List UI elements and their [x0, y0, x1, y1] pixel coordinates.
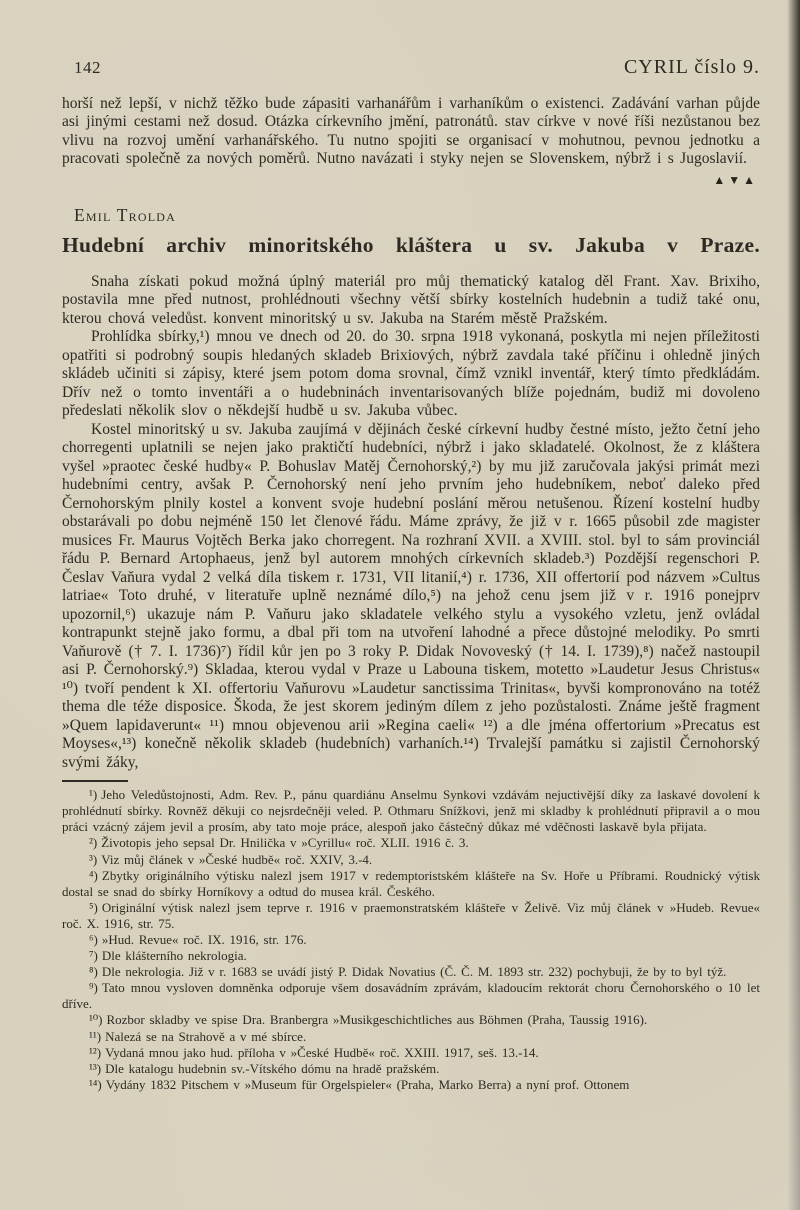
footnote-item [62, 852, 760, 868]
article-title: Hudební archiv minoritského kláštera u sv. Jakuba v Praze. [62, 232, 760, 257]
footnote-item [62, 948, 760, 964]
footnote-item [62, 787, 760, 835]
footnote-marker: ³) [89, 851, 98, 867]
article-paragraph: Kostel minoritský u sv. Jakuba zaujímá v dějinách české církevní hudby čestné místo, ježto četní jeho chorregenti uplatnili se nejen jako praktičtí hudebníci, nýbrž i jako skladatelé. Okolnost, že z kláštera vyšel »praotec české hudby« P. Bohuslav Matěj Černohorský,²) by mu již zaručovala jakýsi primát mezi hudebními centry, avšak P. Černohorský není jeho prvním jeho hudebníkem, neboť daleko před Černohorským plnily kostel a konvent svoje hudební poslání měrou netušenou. Řízení kostelní hudby obstarávali po dobu nejméně 150 let členové řádu. Máme zprávy, že již v r. 1665 působil zde magister musices Fr. Maurus Vojtěch Berka jako chorregent. Na rozhraní XVII. a XVIII. stol. byl to sám provinciál řádu P. Bernard Artophaeus, jenž byl autorem mnohých církevních skladeb.³) Pozdější regenschori P. Česlav Vaňura vydal 2 velká díla tiskem r. 1731, VII litanií,⁴) r. 1736, XII offertorií pod názvem »Cultus latriae« Toto druhé, v literatuře uplně neznámé dílo,⁵) na jehož cenu jsem již v r. 1916 ponejprv upozornil,⁶) ukazuje nám P. Vaňuru jako skladatele velkého stylu a vysokého vzletu, jenž ovládal kontrapunkt stejně jako formu, a dbal při tom na utvoření lahodné a přece důstojné melodiky. Po smrti Vaňurově († 7. I. 1736)⁷) řídil kůr jen po 3 roky P. Didak Novoveský († 14. I. 1739),⁸) načež nastoupil asi P. Černohorský.⁹) Skladaa, kterou vydal v Praze u Labouna tiskem, motetto »Laudetur Jesus Christus« ¹⁰) tvoří pendent k XI. offertoriu Vaňurovu »Laudetur sanctissima Trinitas«, byvši kompronováno na totéž thema dle téže disposice. Škoda, že jest skorem jediným dílem z jeho pozůstalosti. Známe ještě fragment »Quem lapidaverunt« ¹¹) mnou objevenou arii »Regina caeli« ¹²) a dle jména offertorium »Precatus est Moyses«,¹³) konečně několik skladeb (hudebních) varhaních.¹⁴) Trvalejší památku si zajistil Černohorský svými žáky, [62, 420, 760, 771]
footnote-text: Viz můj článek v »České hudbě« roč. XXIV, 3.-4. [101, 851, 373, 867]
article-author: Emil Trolda [74, 204, 176, 225]
footnote-text: »Hud. Revue« roč. IX. 1916, str. 176. [101, 931, 307, 947]
footnote-item [62, 964, 760, 980]
footnote-item [62, 1077, 760, 1093]
footnote-text: Jeho Veledůstojnosti, Adm. Rev. P., pánu quardiánu Anselmu Synkovi vzdávám nejuctivější díky za laskavé dovolení k prohlédnutí sbírky. Rovněž děkuji co nejsrdečněji veled. P. Othmaru Snížkovi, jenž mi skladby k prohlédnutí připravil a o mou práci vzácný zájem jevil a prosím, aby tato moje práce, alespoň jako částečný důkaz mé vděčnosti laskavě byla přijata. [62, 787, 760, 835]
footnote-text: Životopis jeho sepsal Dr. Hnilička v »Cyrillu« roč. XLII. 1916 č. 3. [101, 835, 469, 851]
footnote-item [62, 1045, 760, 1061]
footnote-marker: ⁴) [89, 867, 98, 883]
footnote-text: Vydány 1832 Pitschem v »Museum für Orgelspieler« (Praha, Marko Berra) a nyní prof. Ottonem [105, 1076, 630, 1092]
article-paragraph: Prohlídka sbírky,¹) mnou ve dnech od 20. do 30. srpna 1918 vykonaná, poskytla mi nejen příležitosti opatřiti si podrobný soupis hledaných skladeb Brixiových, nýbrž zavdala také příčinu i ohledně jiných skládeb učiniti si zápisy, které jsem potom doma srovnal, čímž vznikl inventář, který tímto předkládám. Dřív než o tomto inventáři a o hudebninách inventarisovaných blíže pojednám, budiž mi dovoleno předeslati několik slov o někdejší hudbě u sv. Jakuba vůbec. [62, 328, 760, 420]
footnote-marker: ¹¹) [89, 1028, 102, 1044]
footnote-marker: ⁹) [89, 980, 98, 996]
footnotes-list [62, 787, 760, 1093]
footnote-text: Dle katalogu hudebnin sv.-Vítského dómu na hradě pražském. [105, 1060, 440, 1076]
footnote-item [62, 868, 760, 900]
footnote-marker: ¹²) [89, 1044, 102, 1060]
page-number: 142 [74, 58, 101, 77]
footnote-text: Rozbor skladby ve spise Dra. Branbergra »Musikgeschichtliches aus Böhmen (Praha, Taussig 1916). [106, 1012, 648, 1028]
triangles-ornament-icon: ▲▼▲ [713, 172, 758, 187]
footnote-item [62, 1029, 760, 1045]
article-paragraph: Snaha získati pokud možná úplný materiál pro můj thematický katalog děl Frant. Xav. Brixiho, postavila mne před nutnost, prohlédnouti všechny větší sbírky kostelních hudebnin a tudiž také onu, kterou chová veledůst. konvent minoritský u sv. Jakuba na Starém městě Pražském. [62, 272, 760, 327]
footnote-marker: ⁷) [89, 948, 98, 964]
footnote-text: Zbytky originálního výtisku nalezl jsem 1917 v redemptoristském klášteře na Sv. Hoře u Příbrami. Roudnický výtisk dostal se snad do sbírky Horníkovy a odtud do musea král. Českého. [62, 867, 760, 899]
footnote-item [62, 1061, 760, 1077]
footnote-text: Dle nekrologia. Již v r. 1683 se uvádí jistý P. Didak Novatius (Č. Č. M. 1893 str. 232) pochybuji, že by to byl týž. [101, 964, 727, 980]
footnote-text: Nalezá se na Strahově a v mé sbírce. [105, 1028, 307, 1044]
footnote-text: Originální výtisk nalezl jsem teprve r. 1916 v praemonstratském klášteře v Želivě. Viz můj článek v »Hudeb. Revue« roč. X. 1916, str. 75. [62, 899, 760, 931]
footnote-marker: ⁶) [89, 931, 98, 947]
footnote-item [62, 1012, 760, 1028]
intro-continuation-paragraph: horší než lepší, v nichž těžko bude zápasiti varhanářům i varhaníkům o existenci. Zadávání varhan půjde asi jinými cestami než dosud. Otázka církevního jmění, patronátů. stav církve v nové říši nezůstanou bez vlivu na rozvoj umění varhanářského. Tu nutno spojiti se organisací v mohutnou, pevnou jednotku a pracovati společně za nových poměrů. Nutno navázati i styky nejen se Slovenskem, nýbrž i s Jugoslavií. [62, 95, 760, 168]
footnote-separator-rule [62, 780, 128, 782]
footnote-marker: ⁸) [89, 964, 98, 980]
footnote-marker: ¹³) [89, 1060, 102, 1076]
section-divider [62, 171, 758, 189]
scanned-page-edge-shadow [787, 0, 800, 1210]
footnote-item [62, 835, 760, 851]
footnote-text: Tato mnou vysloven domněnka odporuje všem dosavádním zprávám, kladoucím rektorát choru Černohorského o 10 let dříve. [62, 980, 760, 1012]
footnote-text: Vydaná mnou jako hud. příloha v »České Hudbě« roč. XXIII. 1917, seš. 13.-14. [105, 1044, 539, 1060]
footnote-text: Dle klášterního nekrologia. [101, 948, 247, 964]
footnote-item [62, 900, 760, 932]
footnote-marker: ⁵) [89, 899, 98, 915]
footnote-marker: ²) [89, 835, 98, 851]
footnote-marker: ¹⁰) [89, 1012, 103, 1028]
page-header [62, 56, 760, 79]
scanned-document-page [62, 0, 760, 1093]
footnote-item [62, 932, 760, 948]
footnote-marker: ¹⁴) [89, 1076, 102, 1092]
journal-header: CYRIL číslo 9. [623, 56, 760, 78]
footnote-item [62, 980, 760, 1012]
footnote-marker: ¹) [89, 787, 98, 803]
